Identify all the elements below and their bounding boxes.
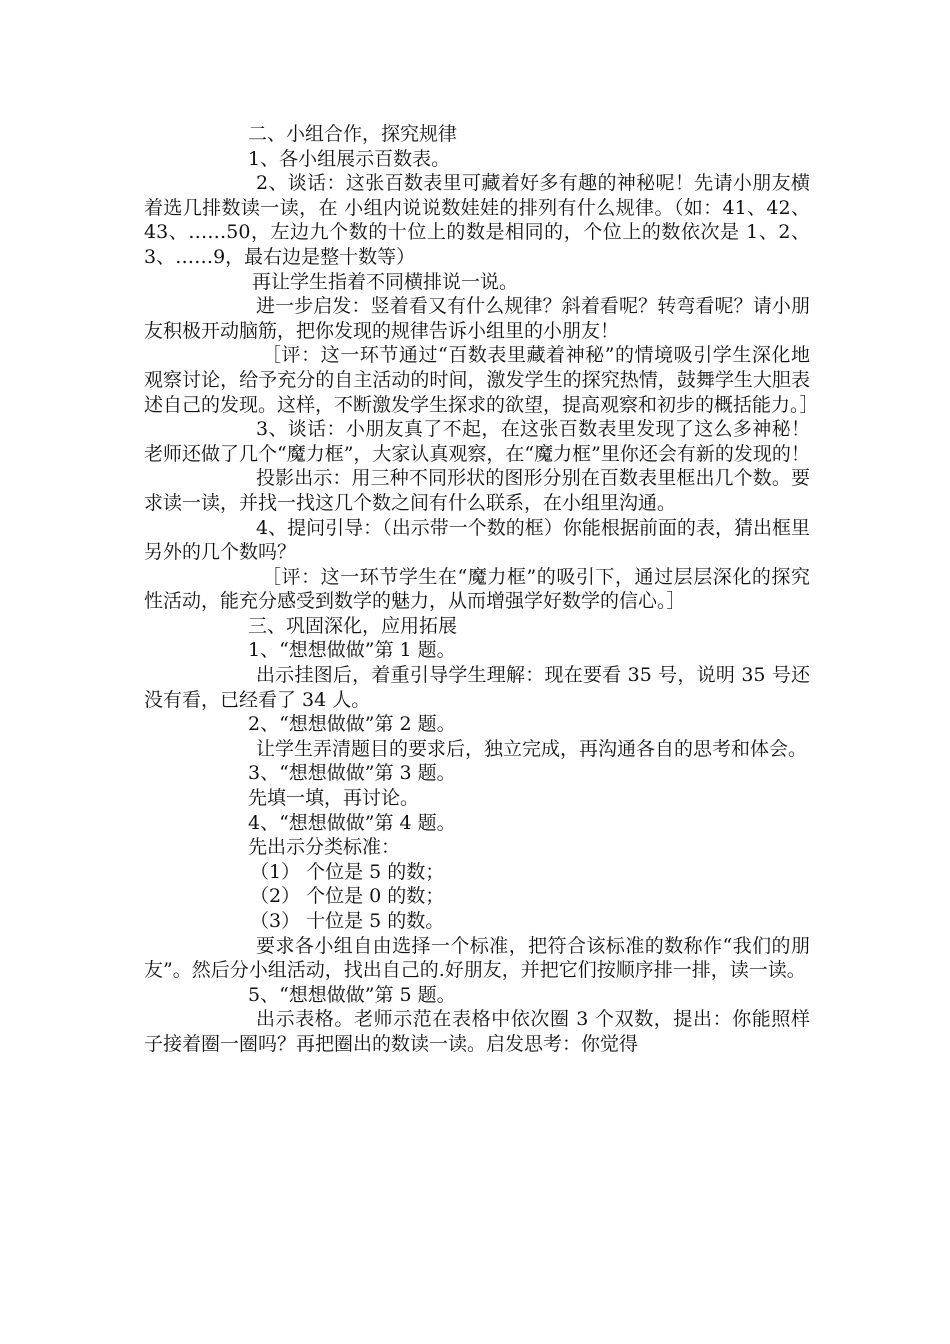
paragraph: 1、各小组展示百数表。 — [248, 147, 451, 170]
section-heading-2: 二、小组合作，探究规律 — [248, 123, 458, 145]
exercise-heading: 5、“想想做做”第 5 题。 — [248, 983, 456, 1006]
paragraph: 3、谈话：小朋友真了不起，在这张百数表里发现了这么多神秘！老师还做了几个“魔力框”，大家认真观察，在“魔力框”里你还会有新的发现的！ — [144, 418, 810, 465]
exercise-heading: 2、“想想做做”第 2 题。 — [248, 713, 456, 736]
section-heading-3: 三、巩固深化，应用拓展 — [248, 614, 458, 637]
paragraph: 要求各小组自由选择一个标准，把符合该标准的数称作“我们的朋友”。然后分小组活动，找出自己的.好朋友，并把它们按顺序排一排，读一读。 — [144, 934, 810, 982]
list-item: （3） 十位是 5 的数。 — [250, 910, 445, 932]
paragraph: 让学生弄清题目的要求后，独立完成，再沟通各自的思考和体会。 — [256, 737, 808, 760]
document-body — [144, 122, 819, 1057]
paragraph: 4、提问引导：（出示带一个数的框）你能根据前面的表，猜出框里另外的几个数吗？ — [144, 516, 810, 564]
paragraph: 2、谈话：这张百数表里可藏着好多有趣的神秘呢！先请小朋友横着选几排数读一读，在 小组内说说数娃娃的排列有什么规律。（如：41、42、43、……50，左边九个数的十位上的数是相同的，个位上的数依次是 1、2、3、……9，最右边是整十数等） — [144, 172, 810, 268]
paragraph: 再让学生指着不同横排说一说。 — [252, 270, 519, 293]
paragraph: 进一步启发：竖着看又有什么规律？斜着看呢？转弯看呢？请小朋友积极开动脑筋，把你发现的规律告诉小组里的小朋友！ — [144, 295, 810, 342]
exercise-heading: 4、“想想做做”第 4 题。 — [248, 811, 456, 834]
paragraph: 投影出示：用三种不同形状的图形分别在百数表里框出几个数。要求读一读，并找一找这几个数之间有什么联系，在小组里沟通。 — [144, 467, 810, 514]
comment-paragraph: ［评：这一环节学生在“魔力框”的吸引下，通过层层深化的探究性活动，能充分感受到数学的魅力，从而增强学好数学的信心。］ — [144, 565, 810, 613]
paragraph: 出示挂图后，着重引导学生理解：现在要看 35 号，说明 35 号还没有看，已经看了 34 人。 — [144, 664, 810, 711]
exercise-heading: 3、“想想做做”第 3 题。 — [248, 762, 456, 785]
comment-paragraph: ［评：这一环节通过“百数表里藏着神秘”的情境吸引学生深化地观察讨论，给予充分的自主活动的时间，激发学生的探究热情，鼓舞学生大胆表述自己的发现。这样，不断激发学生探求的欲望，提高观察和初步的概括能力。］ — [144, 344, 819, 416]
list-item: （2） 个位是 0 的数； — [250, 885, 445, 908]
paragraph: 先填一填，再讨论。 — [248, 787, 420, 810]
exercise-heading: 1、“想想做做”第 1 题。 — [248, 639, 456, 662]
list-item: （1） 个位是 5 的数； — [250, 860, 445, 883]
paragraph: 先出示分类标准： — [248, 836, 401, 859]
paragraph: 出示表格。老师示范在表格中依次圈 3 个双数，提出：你能照样子接着圈一圈吗？再把圈出的数读一读。启发思考：你觉得 — [144, 1008, 810, 1055]
